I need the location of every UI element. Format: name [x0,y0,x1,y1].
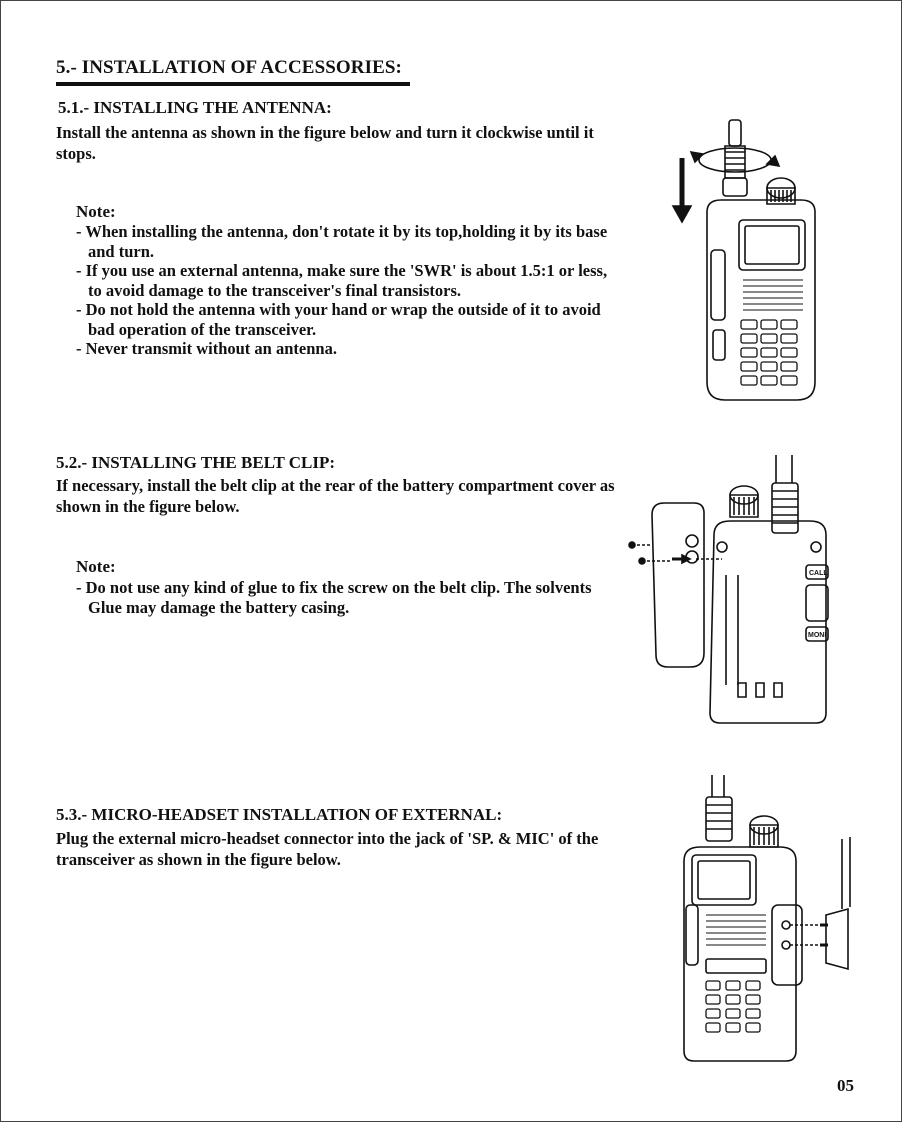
side-label-call: CALL [809,570,828,577]
antenna-note-item: - When installing the antenna, don't rotate it by its top,holding it by its base and turn. [76,222,608,261]
antenna-install-illustration [665,120,825,405]
section-title: 5.- INSTALLATION OF ACCESSORIES: [56,57,402,78]
antenna-note-item: - Do not hold the antenna with your hand or wrap the outside of it to avoid bad operation of the transceiver. [76,300,601,339]
headset-install-illustration [676,775,876,1065]
section-title-underline [56,82,410,86]
belt-clip-note-item: - Do not use any kind of glue to fix the screw on the belt clip. The solvents Glue may damage the battery casing. [76,578,592,617]
antenna-note-item: - Never transmit without an antenna. [76,339,337,358]
page-number: 05 [837,1076,854,1095]
antenna-heading: 5.1.- INSTALLING THE ANTENNA: [58,98,332,117]
antenna-body: Install the antenna as shown in the figure below and turn it clockwise until it stops. [56,123,594,163]
belt-clip-note-list [76,578,616,617]
headset-heading: 5.3.- MICRO-HEADSET INSTALLATION OF EXTERNAL: [56,805,503,824]
belt-clip-note-title: Note: [76,557,116,576]
side-label-moni: MONI [808,632,827,639]
belt-clip-illustration [626,455,836,725]
headset-body: Plug the external micro-headset connector into the jack of 'SP. & MIC' of the transceiver as shown in the figure below. [56,829,599,869]
antenna-note-item: - If you use an external antenna, make sure the 'SWR' is about 1.5:1 or less, to avoid damage to the transceiver's final transistors. [76,261,608,300]
antenna-note-title: Note: [76,202,116,221]
antenna-note-list [76,222,616,359]
belt-clip-heading: 5.2.- INSTALLING THE BELT CLIP: [56,453,336,472]
belt-clip-body: If necessary, install the belt clip at the rear of the battery compartment cover as shown in the figure below. [56,476,615,516]
